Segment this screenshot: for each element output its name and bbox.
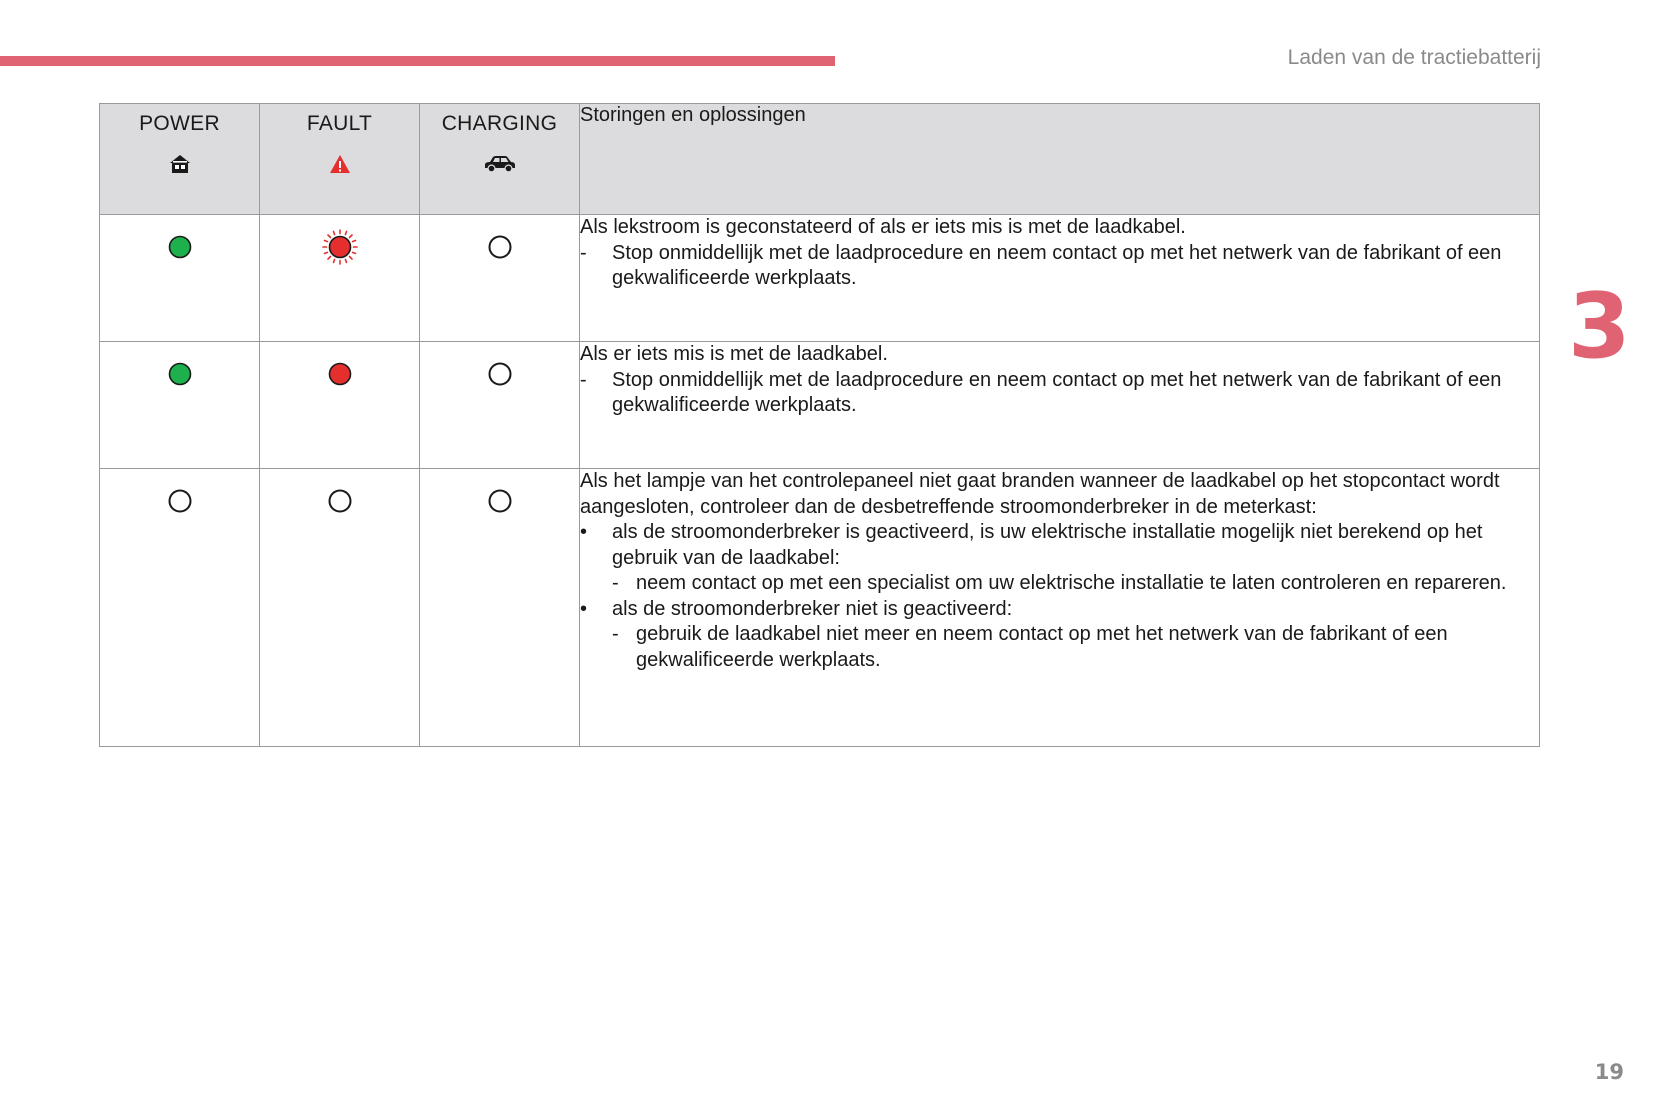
action-text: Stop onmiddellijk met de laadprocedure en neem contact op met het netwerk van de fabrikant of een gekwalificeerde werkplaats. bbox=[612, 368, 1502, 416]
off-lamp-icon bbox=[488, 362, 512, 386]
bullet-item bbox=[580, 597, 1539, 623]
page-number: 19 bbox=[1594, 1060, 1624, 1084]
sub-text: neem contact op met een specialist om uw elektrische installatie te laten controleren en repareren. bbox=[636, 572, 1507, 594]
flashing-red-lamp-icon bbox=[320, 227, 360, 267]
column-label-power: POWER bbox=[139, 112, 220, 135]
description-intro: Als er iets mis is met de laadkabel. bbox=[580, 343, 888, 365]
column-header-fault bbox=[260, 104, 420, 215]
warning-triangle-icon bbox=[260, 154, 419, 178]
dash-mark: - bbox=[612, 572, 619, 594]
description-cell bbox=[580, 215, 1540, 342]
description-cell bbox=[580, 469, 1540, 747]
bullet-mark: • bbox=[580, 521, 588, 543]
dash-mark: - bbox=[580, 241, 587, 264]
fault-lamp-cell bbox=[260, 215, 420, 342]
charging-lamp-cell bbox=[420, 469, 580, 747]
section-title: Laden van de tractiebatterij bbox=[1287, 46, 1541, 69]
off-lamp-icon bbox=[328, 489, 352, 513]
table-row bbox=[100, 469, 1540, 747]
dash-mark: - bbox=[612, 623, 619, 645]
action-item bbox=[580, 368, 1539, 419]
dash-mark: - bbox=[580, 368, 587, 391]
car-icon bbox=[420, 154, 579, 178]
power-lamp-cell bbox=[100, 469, 260, 747]
power-lamp-cell bbox=[100, 215, 260, 342]
header-accent-bar bbox=[0, 56, 835, 66]
off-lamp-icon bbox=[488, 235, 512, 259]
fault-lamp-cell bbox=[260, 469, 420, 747]
description-intro: Als lekstroom is geconstateerd of als er iets mis is met de laadkabel. bbox=[580, 216, 1186, 238]
green-lamp-icon bbox=[168, 235, 192, 259]
table-row bbox=[100, 215, 1540, 342]
charging-lamp-cell bbox=[420, 342, 580, 469]
charging-lamp-cell bbox=[420, 215, 580, 342]
charging-status-table bbox=[99, 103, 1540, 747]
description-cell bbox=[580, 342, 1540, 469]
bullet-text: als de stroomonderbreker niet is geactiveerd: bbox=[612, 597, 1013, 620]
off-lamp-icon bbox=[488, 489, 512, 513]
column-label-fault: FAULT bbox=[306, 112, 373, 135]
off-lamp-icon bbox=[168, 489, 192, 513]
description-intro: Als het lampje van het controlepaneel niet gaat branden wanneer de laadkabel op het stopcontact wordt aangesloten, controleer dan de desbetreffende stroomonderbreker in de meterkast: bbox=[580, 470, 1500, 518]
house-icon bbox=[100, 154, 259, 178]
power-lamp-cell bbox=[100, 342, 260, 469]
action-text: Stop onmiddellijk met de laadprocedure en neem contact op met het netwerk van de fabrikant of een gekwalificeerde werkplaats. bbox=[612, 241, 1502, 289]
column-header-power bbox=[100, 104, 260, 215]
chapter-number: 3 bbox=[1568, 274, 1631, 379]
sub-item bbox=[580, 622, 1539, 673]
table-header-row bbox=[100, 104, 1540, 215]
bullet-text: als de stroomonderbreker is geactiveerd, is uw elektrische installatie mogelijk niet berekend op het gebruik van de laadkabel: bbox=[612, 521, 1483, 569]
green-lamp-icon bbox=[168, 362, 192, 386]
column-header-charging bbox=[420, 104, 580, 215]
bullet-item bbox=[580, 520, 1539, 571]
red-lamp-icon bbox=[328, 362, 352, 386]
column-label-charging: CHARGING bbox=[441, 112, 558, 135]
column-header-description: Storingen en oplossingen bbox=[580, 104, 1540, 215]
action-item bbox=[580, 241, 1539, 292]
sub-item bbox=[580, 571, 1539, 597]
fault-lamp-cell bbox=[260, 342, 420, 469]
table-row bbox=[100, 342, 1540, 469]
bullet-mark: • bbox=[580, 597, 588, 620]
sub-text: gebruik de laadkabel niet meer en neem contact op met het netwerk van de fabrikant of een gekwalificeerde werkplaats. bbox=[636, 623, 1448, 671]
